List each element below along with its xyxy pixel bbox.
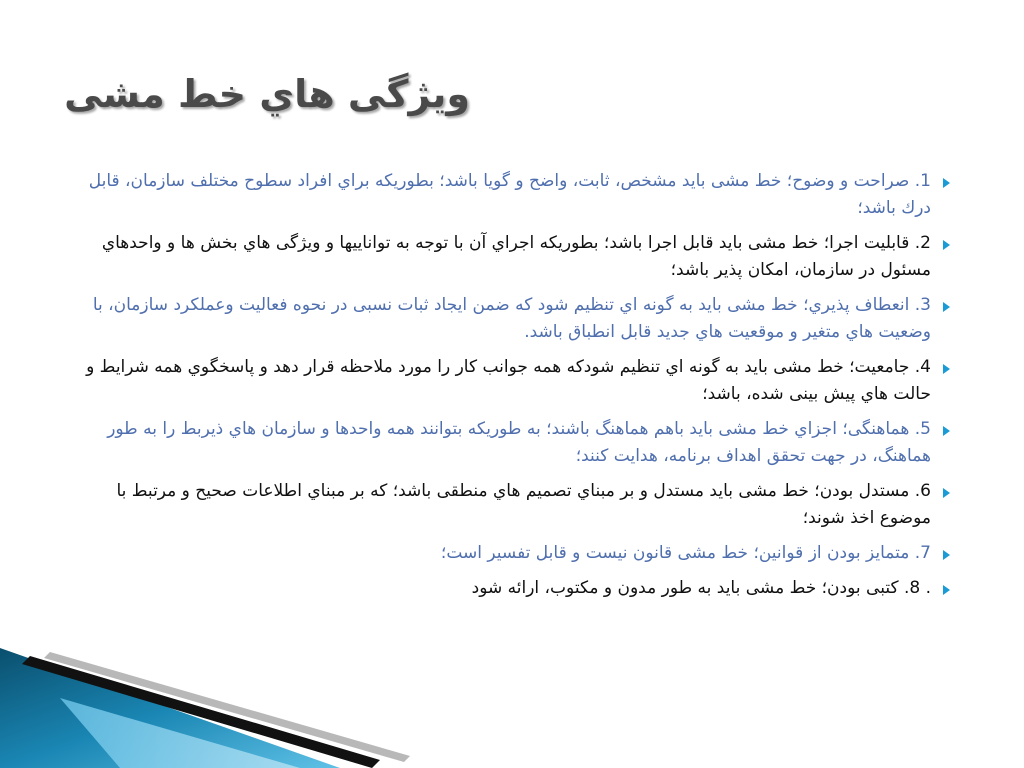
bullet-arrow-icon <box>943 426 950 436</box>
list-item <box>60 354 950 408</box>
list-item-text: . 8. كتبی بودن؛ خط مشی بايد به طور مدون و مكتوب، ارائه شود <box>471 578 931 598</box>
slide-title: ويژگی هاي خط مشی <box>64 72 470 116</box>
bullet-arrow-icon <box>943 178 950 188</box>
list-item <box>60 575 950 602</box>
list-item-text: 1. صراحت و وضوح؛ خط مشی بايد مشخص، ثابت، واضح و گويا باشد؛ بطوريكه براي افراد سطوح مختلف سازمان، قابل درك باشد؛ <box>88 171 931 218</box>
list-item <box>60 416 950 470</box>
bullet-list <box>60 168 950 610</box>
list-item <box>60 168 950 222</box>
list-item <box>60 478 950 532</box>
list-item-text: 3. انعطاف پذيري؛ خط مشی بايد به گونه اي تنظيم شود كه ضمن ايجاد ثبات نسبی در نحوه فعاليت وعملكرد سازمان، با وضعيت هاي متغير و موقعيت هاي جديد قابل انطباق باشد. <box>92 295 931 342</box>
corner-decoration <box>0 638 420 768</box>
list-item <box>60 230 950 284</box>
list-item-text: 7. متمايز بودن از قوانين؛ خط مشی قانون نيست و قابل تفسير است؛ <box>440 543 931 563</box>
list-item <box>60 540 950 567</box>
list-item-text: 6. مستدل بودن؛ خط مشی بايد مستدل و بر مبناي تصميم هاي منطقی باشد؛ كه بر مبناي اطلاعات صحيح و مرتبط با موضوع اخذ شوند؛ <box>116 481 931 528</box>
bullet-arrow-icon <box>943 585 950 595</box>
bullet-arrow-icon <box>943 364 950 374</box>
list-item-text: 5. هماهنگی؛ اجزاي خط مشی بايد باهم هماهنگ باشند؛ به طوريكه بتوانند همه واحدها و سازمان هاي ذيربط را به طور هماهنگ، در جهت تحقق اهداف برنامه، هدايت كنند؛ <box>107 419 931 466</box>
bullet-arrow-icon <box>943 550 950 560</box>
list-item-text: 4. جامعيت؛ خط مشی بايد به گونه اي تنظيم شودكه همه جوانب كار را مورد ملاحظه قرار دهد و پاسخگوي همه شرايط و حالت هاي پيش بينی شده، باشد؛ <box>86 357 931 404</box>
bullet-arrow-icon <box>943 240 950 250</box>
list-item-text: 2. قابليت اجرا؛ خط مشی بايد قابل اجرا باشد؛ بطوريكه اجراي آن با توجه به توانايیها و ويژگی هاي بخش ها و واحدهاي مسئول در سازمان، امكان پذير باشد؛ <box>101 233 931 280</box>
bullet-arrow-icon <box>943 488 950 498</box>
bullet-arrow-icon <box>943 302 950 312</box>
list-item <box>60 292 950 346</box>
